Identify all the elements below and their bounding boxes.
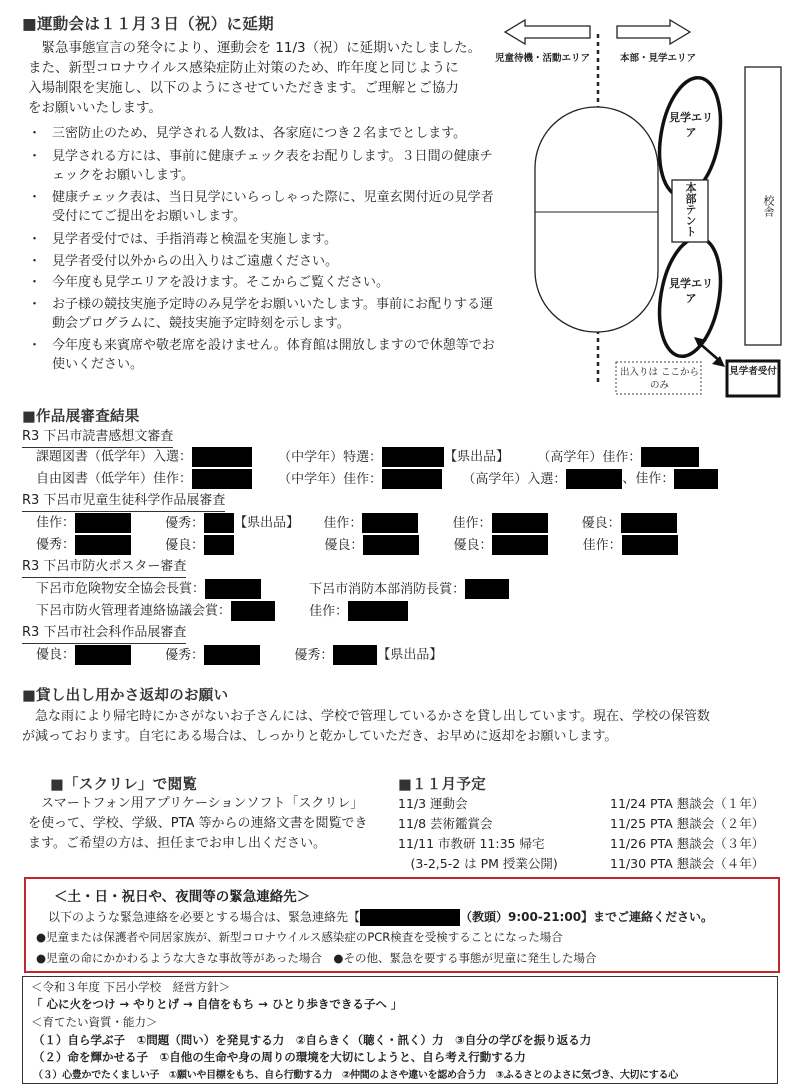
november-heading: ■１１月予定 [398, 777, 486, 793]
redacted-name [75, 513, 131, 533]
schedule-item: 11/25 PTA 懇談会（２年） [610, 816, 765, 831]
intro-line: また、新型コロナウイルス感染症防止対策のため、昨年度と同じように [28, 60, 459, 76]
schedule-item: 11/3 運動会 [398, 796, 468, 811]
schedule-item: 11/30 PTA 懇談会（４年） [610, 856, 765, 871]
bullet-item: ・ 今年度も来賓席や敬老席を設けません。体育館は開放しますので休憩等でお 使いください。 [28, 338, 495, 372]
intro-line: 入場制限を実施し、以下のようにさせていただきます。ご理解とご協力 [28, 80, 459, 96]
emergency-box [24, 877, 780, 973]
intro-line: 緊急事態宣言の発令により、運動会を 11/3（祝）に延期いたしました。 [28, 40, 482, 56]
redacted-name [204, 513, 234, 533]
intro-line: をお願いいたします。 [28, 100, 162, 116]
redacted-name [231, 601, 275, 621]
policy-sub: ＜育てたい資質・能力＞ [31, 1015, 158, 1029]
category-title: R3 下呂市社会科作品展審査 [22, 623, 186, 644]
redacted-name [75, 645, 131, 665]
schedule-item: (3-2,5-2 は PM 授業公開) [398, 856, 558, 871]
redacted-name [348, 601, 408, 621]
right-area-label: 本部・見学エリア [620, 53, 697, 64]
schedule-item: 11/26 PTA 懇談会（３年） [610, 836, 765, 851]
redacted-name [192, 469, 252, 489]
schedule-item: 11/11 市教研 11:35 帰宅 [398, 836, 545, 851]
policy-item: （２）命を輝かせる子 ①自他の生命や身の周りの環境を大切にしようと、自ら考え行動する力 [33, 1050, 526, 1064]
redacted-name [622, 535, 678, 555]
category-title: R3 下呂市児童生徒科学作品展審査 [22, 491, 225, 512]
bullet-item: ・ お子様の競技実施予定時のみ見学をお願いいたします。事前にお配りする運 動会プログラムに、競技実施予定時刻を示します。 [28, 297, 493, 331]
entrance-note: 出入りは ここからのみ [619, 367, 700, 391]
schedule-item: 11/24 PTA 懇談会（１年） [610, 796, 765, 811]
left-area-label: 児童待機・活動エリア [495, 53, 591, 64]
category-title: R3 下呂市防火ポスター審査 [22, 557, 186, 578]
emergency-item: ●児童の命にかかわるような大きな事故等があった場合 ●その他、緊急を要する事態が児童に発生した場合 [36, 951, 597, 965]
policy-item: （１）自ら学ぶ子 ①問題（問い）を発見する力 ②自らきく（聴く・訊く）力 ③自分の学びを振り返る力 [33, 1033, 592, 1047]
redacted-name [204, 535, 234, 555]
award-row: 佳作： 優秀： 【県出品】 佳作： 佳作： 優良： [36, 513, 677, 534]
redacted-phone [360, 909, 460, 926]
redacted-name [566, 469, 622, 489]
policy-motto: 「 心に火をつけ → やりとげ → 自信をもち → ひとり歩きできる子へ 」 [31, 997, 403, 1011]
november-left [398, 794, 608, 874]
award-row: 課題図書（低学年）入選： （中学年）特選： 【県出品】 （高学年）佳作： [36, 447, 699, 468]
view-area-label-bottom: 見学エリア [669, 277, 713, 305]
emergency-contact: 以下のような緊急連絡を必要とする場合は、緊急連絡先【 （教頭）9:00-21:00】までご連絡ください。 [48, 910, 714, 924]
view-area-label-top: 見学エリア [669, 111, 713, 139]
bullet-item: ・ 今年度も見学エリアを設けます。そこからご覧ください。 [28, 275, 389, 290]
reception-label: 見学者受付 [729, 366, 777, 377]
category-title: R3 下呂市読書感想文審査 [22, 427, 173, 448]
redacted-name [362, 513, 418, 533]
redacted-name [363, 535, 419, 555]
school-label: 校舎 [762, 195, 775, 217]
right-arrow-icon [617, 20, 690, 44]
bullet-item: ・ 見学者受付では、手指消毒と検温を実施します。 [28, 232, 337, 247]
policy-box [22, 976, 778, 1084]
works-heading: ■作品展審査結果 [22, 409, 140, 425]
emergency-item: ●児童または保護者や同居家族が、新型コロナウイルス感染症のPCR検査を受検することになった場合 [36, 930, 563, 944]
sukurire-heading: ■「スクリレ」で閲覧 [50, 777, 198, 793]
field-map [495, 12, 795, 402]
redacted-name [492, 513, 548, 533]
emergency-title: ＜土・日・祝日や、夜間等の緊急連絡先＞ [54, 889, 311, 905]
redacted-name [205, 579, 261, 599]
bullet-item: ・ 健康チェック表は、当日見学にいらっしゃった際に、児童玄関付近の見学者 受付にてご提出をお願いします。 [28, 190, 494, 224]
umbrella-heading: ■貸し出し用かさ返却のお願い [22, 688, 229, 704]
november-right [610, 794, 795, 874]
schedule-item: 11/8 芸術鑑賞会 [398, 816, 493, 831]
policy-item: （３）心豊かでたくましい子 ①願いや目標をもち、自ら行動する力 ②仲間のよさや違いを認め合う力 ③ふるさとのよさに気づき、大切にする心 [33, 1070, 678, 1081]
award-row: 下呂市防火管理者連絡協議会賞： 佳作： [36, 601, 408, 622]
redacted-name [192, 447, 252, 467]
redacted-name [75, 535, 131, 555]
bullet-item: ・ 見学者受付以外からの出入りはご遠慮ください。 [28, 254, 339, 269]
works-list [22, 427, 792, 662]
award-row: 自由図書（低学年）佳作： （中学年）佳作： （高学年）入選： 、佳作： [36, 469, 718, 490]
left-arrow-icon [505, 20, 590, 44]
track [535, 107, 658, 332]
award-row: 優良： 優秀： 優秀： 【県出品】 [36, 645, 442, 666]
tent-label: 本部テント [684, 182, 697, 237]
bullet-item: ・ 見学される方には、事前に健康チェック表をお配りします。３日間の健康チ ェックをお願いします。 [28, 149, 493, 183]
redacted-name [333, 645, 377, 665]
sports-intro [28, 38, 508, 118]
sports-heading: ■運動会は１１月３日（祝）に延期 [22, 15, 274, 33]
redacted-name [204, 645, 260, 665]
redacted-name [641, 447, 699, 467]
award-row: 下呂市危険物安全協会長賞： 下呂市消防本部消防長賞： [36, 579, 509, 600]
redacted-name [621, 513, 677, 533]
redacted-name [674, 469, 718, 489]
redacted-name [465, 579, 509, 599]
bullet-item: ・ 三密防止のため、見学される人数は、各家庭につき２名までとします。 [28, 126, 467, 141]
redacted-name [382, 447, 444, 467]
umbrella-text: 急な雨により帰宅時にかさがないお子さんには、学校で管理しているかさを貸し出しています。現在、学校の保管数 が減っております。自宅にある場合は、しっかりと乾かしていただき、お早めに返却をお願いします。 [22, 709, 710, 744]
redacted-name [492, 535, 548, 555]
sukurire-text: スマートフォン用アプリケーションソフト「スクリレ」 を使って、学校、学級、PTA 等からの連絡文書を閲覧でき ます。ご希望の方は、担任までお申し出ください。 [28, 796, 368, 851]
redacted-name [382, 469, 442, 489]
policy-title: ＜令和３年度 下呂小学校 経営方針＞ [31, 980, 231, 994]
award-row: 優秀： 優良： 優良： 優良： 佳作： [36, 535, 678, 556]
